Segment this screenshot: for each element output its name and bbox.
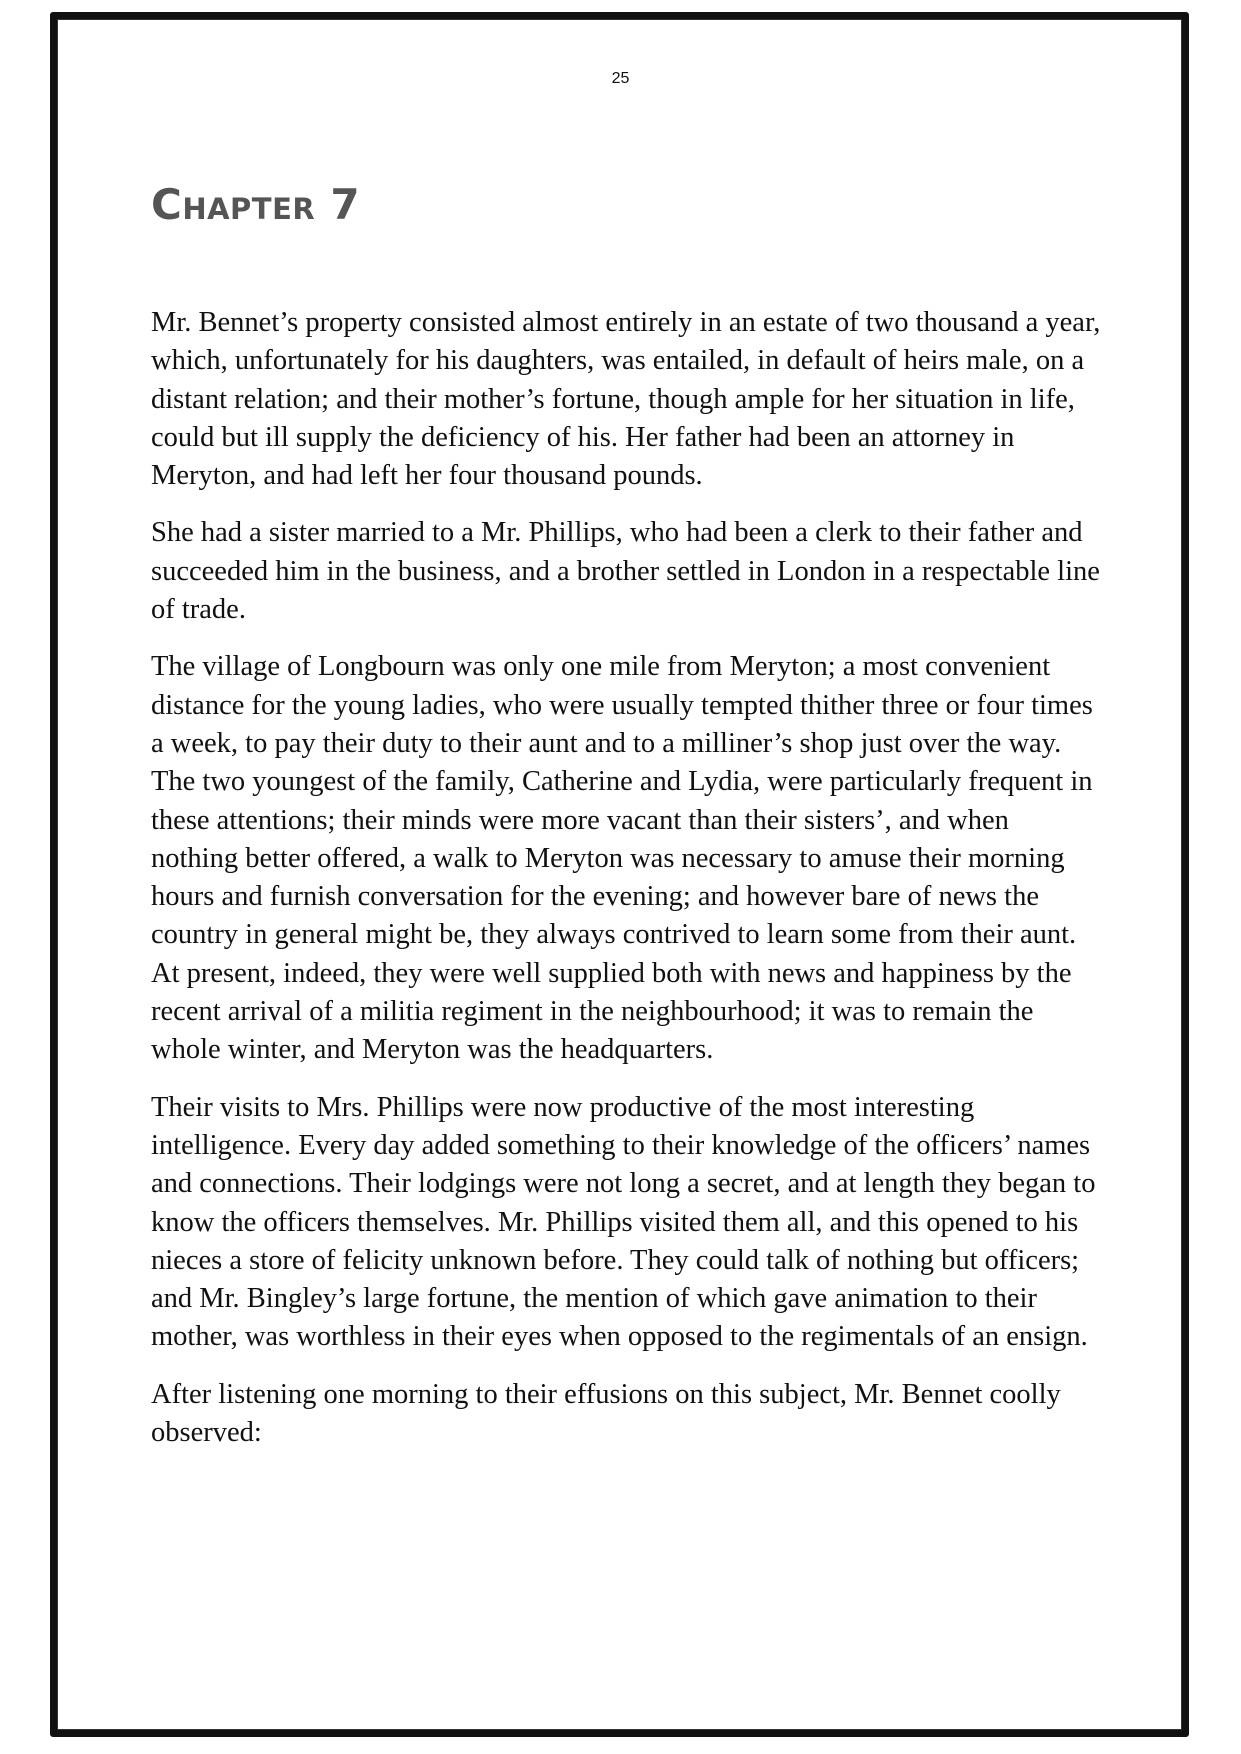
- chapter-body: [151, 304, 1101, 1471]
- paragraph-3: The village of Longbourn was only one mile from Meryton; a most convenient distance for the young ladies, who were usually tempted thither three or four times a week, to pay their duty to their aunt and to a milliner’s shop just over the way. The two youngest of the family, Catherine and Lydia, were particularly frequent in these attentions; their minds were more vacant than their sisters’, and when nothing better offered, a walk to Meryton was necessary to amuse their morning hours and furnish conversation for the evening; and however bare of news the country in general might be, they always contrived to learn some from their aunt. At present, indeed, they were well supplied both with news and happiness by the recent arrival of a militia regiment in the neighbourhood; it was to remain the whole winter, and Meryton was the headquarters.: [151, 651, 1093, 1066]
- paragraph-2: She had a sister married to a Mr. Phillips, who had been a clerk to their father and succeeded him in the business, and a brother settled in London in a respectable line of trade.: [151, 517, 1100, 626]
- paragraph-1: Mr. Bennet’s property consisted almost entirely in an estate of two thousand a year, which, unfortunately for his daughters, was entailed, in default of heirs male, on a distant relation; and their mother’s fortune, though ample for her situation in life, could but ill supply the deficiency of his. Her father had been an attorney in Meryton, and had left her four thousand pounds.: [151, 307, 1101, 492]
- paragraph-5: After listening one morning to their effusions on this subject, Mr. Bennet coolly observed:: [151, 1378, 1061, 1449]
- page-number: 25: [611, 70, 630, 87]
- chapter-title: Chapter 7: [151, 180, 361, 229]
- paragraph-4: Their visits to Mrs. Phillips were now productive of the most interesting intelligence. Every day added something to their knowledge of the officers’ names and connections. Their lodgings were not long a secret, and at length they began to know the officers themselves. Mr. Phillips visited them all, and this opened to his nieces a store of felicity unknown before. They could talk of nothing but officers; and Mr. Bingley’s large fortune, the mention of which gave animation to their mother, was worthless in their eyes when opposed to the regimentals of an ensign.: [151, 1091, 1096, 1353]
